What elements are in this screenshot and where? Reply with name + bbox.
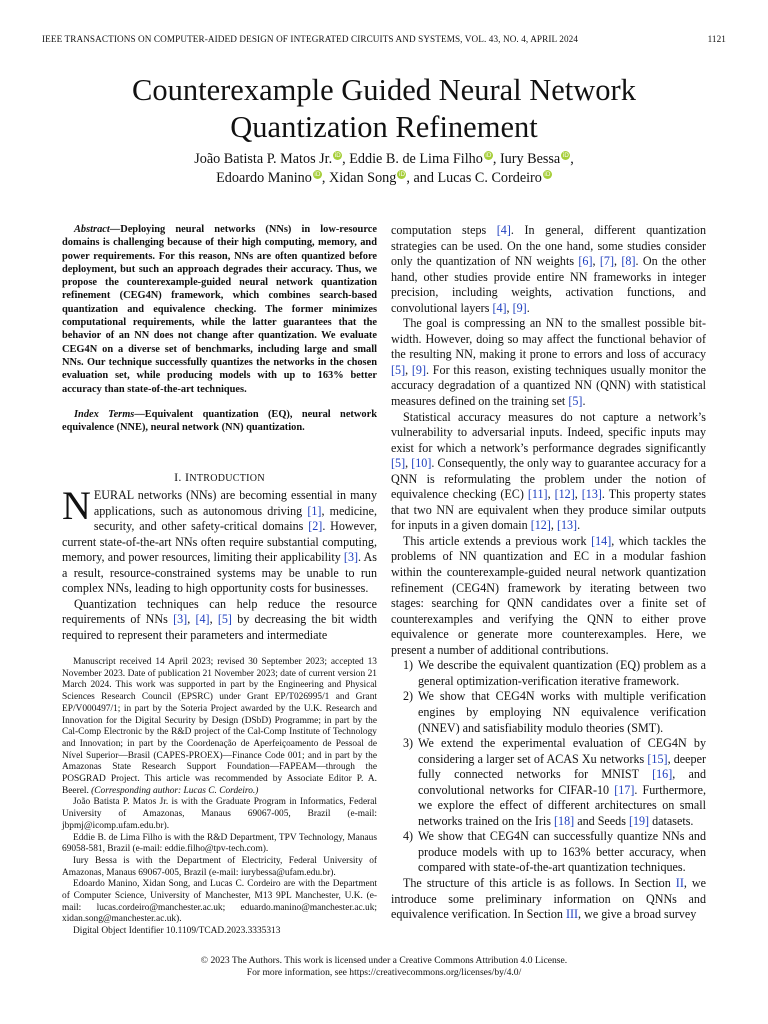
section-title: NTRODUCTION <box>189 473 265 484</box>
orcid-icon[interactable]: iD <box>314 171 321 178</box>
citation-link[interactable]: [5] <box>391 456 406 471</box>
text-run: . <box>577 518 581 533</box>
citation-link[interactable]: [3] <box>173 612 188 627</box>
list-number: 2) <box>403 689 414 704</box>
footnote-text: Iury Bessa is with the Department of Electricity, Federal University of Amazonas, Manaus 69067-005, Brazil (e-mail: iurybessa@ufam.edu.br). <box>62 855 377 878</box>
citation-link[interactable]: [16] <box>652 767 673 782</box>
orcid-icon[interactable]: iD <box>398 171 405 178</box>
index-terms-text: —Equivalent quantization (EQ), neural network equivalence (NNE), neural network (NN) quantization. <box>62 409 377 434</box>
text-run: , we introduce some preliminary information on QNNs and equivalence verification. In Section <box>391 875 706 922</box>
citation-link[interactable]: [13] <box>556 518 578 533</box>
right-column-text: computation steps [4]. In general, different quantization strategies can be used. On the one hand, some studies consider only the quantization of NN weights [6], [7], [8]. On the other hand, other studies provide entire NN frameworks in integer precision, including weights, activation functions, and convolutional layers [4], [9]. The goal is compressing an NN to the smallest possible bit-width. However, doing so may affect the functional behavior of the resulting NN, making it prone to errors and loss of accuracy [5], [9]. For this reason, existing techniques usually monitor the accuracy degradation of a quantized NN (QNN) with statistical measures defined on the training set [5]. Statistical accuracy measures do not capture a network’s vulnerability to adversarial inputs. Indeed, specific inputs may exist for which a network’s performance degrades significantly [5], [10]. Consequently, the only way to guarantee accuracy for a QNN is reformulating the problem under the notion of equivalence checking (EC) [11], [12], [13]. This property states that two NN are equivalent when they produce similar outputs for inputs in a given domain [12], [13]. This article extends a previous work [14], which tackles the problems of NN quantization and EC in a modular fashion within the counterexample-guided neural network quantization refinement (CEG4N) framework by iterating between two stages: searching for QNN candidates over a finite set of counterexamples and verifying the QNN to either prove equivalence or generate more counterexamples. Here, we present a number of additional contributions. 1) We describe the equivalent quantization (EQ) problem as a general optimization-verification iterative framework. 2) We show that CEG4N works with multiple verification engines by employing NN equivalence verification (NNEV) and satisfiability modulo theories (SMT). 3) We extend the experimental evaluation of CEG4N by considering a larger set of ACAS Xu networks [15], deeper fully connected networks for MNIST [16], and convolutional networks for CIFAR-10 [17]. Furthermore, we explore the effect of different architectures on small networks trained on the Iris [18] and Seeds [19] datasets. 4) We show that CEG4N can successfully quantize NNs and produce models with up to 163% better accuracy, when compared with state-of-the-art quantization techniques. The structure of this article is as follows. In Section II, we introduce some preliminary information on QNNs and equivalence verification. In Section III, we give a broad survey <box>391 223 707 922</box>
list-item <box>391 658 706 689</box>
text-run: by decreasing the bit width required to represent their parameters and intermediate <box>62 612 378 642</box>
list-item <box>391 829 706 876</box>
list-text: We describe the equivalent quantization (EQ) problem as a general optimization-verification iterative framework. <box>418 658 706 688</box>
paper-title <box>30 72 738 146</box>
orcid-icon[interactable]: iD <box>334 152 341 159</box>
title-line-1: Counterexample Guided Neural Network <box>132 73 636 107</box>
citation-link[interactable]: [11] <box>527 487 548 502</box>
list-number: 1) <box>403 658 414 673</box>
author-separator: , <box>570 151 574 167</box>
citation-link[interactable]: [5] <box>391 362 406 377</box>
author-name: , Eddie B. de Lima Filho <box>342 151 483 167</box>
text-run: , we give a broad survey <box>578 907 697 922</box>
citation-link[interactable]: [8] <box>621 254 636 269</box>
text-run: . This property states that two NN are equivalent when they produce similar outputs for inputs in a given domain <box>391 487 707 533</box>
orcid-icon[interactable]: iD <box>544 171 551 178</box>
footnote-text: Edoardo Manino, Xidan Song, and Lucas C. Cordeiro are with the Department of Computer Science, University of Manchester, M13 9PL Manchester, U.K. (e-mail: lucas.cordeiro@manchester.ac.uk; eduardo.manino@manchester.ac.uk; xidan.song@manchester.ac.uk). <box>62 879 377 925</box>
citation-link[interactable]: [4] <box>492 300 507 315</box>
text-run: . For this reason, existing techniques usually monitor the accuracy degradation of a quantized NN (QNN) with statistical measures defined on the training set <box>391 362 707 409</box>
author-name: Edoardo Manino <box>216 170 312 186</box>
text-run: The goal is compressing an NN to the smallest possible bit-width. However, doing so may affect the functional behavior of the resulting NN, making it prone to errors and loss of accuracy <box>391 316 706 362</box>
list-text: , and convolutional networks for CIFAR-10 <box>418 767 706 797</box>
footnote-text: Eddie B. de Lima Filho is with the R&D Department, TPV Technology, Manaus 69058-581, Brazil (e-mail: eddie.filho@tpv-tech.com). <box>62 832 377 855</box>
section-heading-introduction <box>62 470 377 485</box>
abstract <box>62 223 377 396</box>
list-number: 3) <box>403 736 414 751</box>
author-name: João Batista P. Matos Jr. <box>194 151 333 167</box>
citation-link[interactable]: [1] <box>307 503 322 518</box>
title-line-2: Quantization Refinement <box>230 110 538 144</box>
doi: Digital Object Identifier 10.1109/TCAD.2023.3335313 <box>73 926 281 937</box>
author-name: , Xidan Song <box>321 170 397 186</box>
license-url: For more information, see https://creativecommons.org/licenses/by/4.0/ <box>246 967 522 978</box>
author-name: , Iury Bessa <box>492 151 561 167</box>
license-line: © 2023 The Authors. This work is licensed under a Creative Commons Attribution 4.0 License. <box>200 955 568 966</box>
text-run: . However, current state-of-the-art NNs often require substantial computing, memory, and power resources, limiting their applicability <box>62 519 378 565</box>
citation-link[interactable]: [15] <box>647 751 668 766</box>
citation-link[interactable]: [4] <box>195 612 210 627</box>
citation-link[interactable]: [5] <box>568 394 583 409</box>
citation-link[interactable]: [4] <box>496 223 511 237</box>
abstract-label: Abstract <box>74 224 110 235</box>
citation-link[interactable]: [12] <box>530 518 551 533</box>
abstract-text: —Deploying neural networks (NNs) in low-resource domains is challenging because of their high computing, memory, and power requirements. For this reason, NNs are often quantized before deployment, but such an approach degrades their accuracy. Thus, we propose the counterexample-guided neural network quantization refinement (CEG4N) framework, which combines search-based quantization and equivalence checking. The former minimizes computational requirements, while the latter guarantees that the behavior of an NN does not change after quantization. We evaluate CEG4N on a diverse set of benchmarks, including large and small NNs. Our technique successfully quantizes the networks in the chosen evaluation set, while producing models with up to 163% better accuracy than state-of-the-art techniques. <box>62 224 377 395</box>
citation-link[interactable]: [7] <box>599 254 614 269</box>
footnotes <box>62 657 377 938</box>
citation-link[interactable]: [2] <box>308 519 323 534</box>
journal-name: IEEE TRANSACTIONS ON COMPUTER-AIDED DESIGN OF INTEGRATED CIRCUITS AND SYSTEMS, VOL. 43, NO. 4, APRIL 2024 <box>42 34 579 44</box>
list-text: and Seeds <box>574 813 629 828</box>
index-terms <box>62 408 377 435</box>
text-run: The structure of this article is as follows. In Section <box>403 875 676 890</box>
orcid-icon[interactable]: iD <box>562 152 569 159</box>
citation-link[interactable]: [18] <box>554 813 575 828</box>
contribution-list <box>391 658 706 876</box>
author-list <box>60 150 708 188</box>
citation-link[interactable]: [6] <box>578 254 593 269</box>
citation-link[interactable]: [17] <box>614 782 635 797</box>
footnote-text: Manuscript received 14 April 2023; revised 30 September 2023; accepted 13 November 2023. Date of publication 21 November 2023; date of current version 21 March 2024. This work was supported in part by the Engineering and Physical Sciences Research Council (EPSRC) under Grant EP/T026995/1 and Grant EP/V000497/1; in part by the Soteria Project awarded by the U.K. Research and Innovation for the Digital Security by Design (DSbD) Programme; in part by the Cal-Comp Electronic by the R&D project of the Cal-Comp Institute of Technology and Innovation; in part by the Coordenação de Aperfeiçoamento de Pessoal de Nível Superior—Brasil (CAPES-PROEX)—Finance Code 001; and in part by the Amazonas State Research Support Foundation—FAPEAM—through the POSGRAD Project. This article was recommended by Associate Editor P. A. Beerel. <box>62 657 377 796</box>
text-run: , which tackles the problems of NN quantization and EC in a modular fashion within the counterexample-guided neural network quantization refinement (CEG4N) framework by iterating between two stages: searching for QNN candidates over a finite set of counterexamples and verifying the QNN to either prove equivalence or generate more counterexamples. Here, we present a number of additional contributions. <box>391 533 706 657</box>
list-text: We show that CEG4N works with multiple verification engines by employing NN equivalence verification (NNEV) and satisfiability modulo theories (SMT). <box>418 689 706 735</box>
list-text: datasets. <box>649 813 694 828</box>
text-run: , medicine, security, and other safety-critical domains <box>93 503 377 534</box>
list-number: 4) <box>403 829 414 844</box>
corresponding-author: (Corresponding author: Lucas C. Cordeiro.) <box>91 785 259 796</box>
drop-cap: N <box>62 483 91 528</box>
text-run: computation steps <box>391 223 497 237</box>
text-run: . As a result, resource-constrained systems may be unable to run complex NNs, leading to high opportunity costs for businesses. <box>62 550 377 596</box>
citation-link[interactable]: [19] <box>628 813 650 828</box>
citation-link[interactable]: [13] <box>581 487 602 502</box>
list-text: We show that CEG4N can successfully quantize NNs and produce models with up to 163% better accuracy, when compared with state-of-the-art quantization techniques. <box>418 829 706 875</box>
citation-link[interactable]: [12] <box>554 487 575 502</box>
text-run: . Consequently, the only way to guarantee accuracy for a QNN is reformulating the problem under the notion of equivalence checking (EC) <box>391 456 706 502</box>
section-number: I. I <box>174 470 190 484</box>
index-terms-label: Index Terms <box>74 409 135 420</box>
text-run: Quantization techniques can help reduce the resource requirements of NNs <box>62 596 377 627</box>
text-run: . In general, different quantization strategies can be used. On the one hand, some studies consider only the quantization of NN weights <box>391 223 706 269</box>
page-number: 1121 <box>707 34 726 44</box>
text-run: EURAL networks (NNs) are becoming essential in many applications, such as autonomous driving <box>93 488 377 518</box>
text-run: . On the other hand, other studies provide entire NN frameworks in integer precision, including weights, activation functions, and convolutional layers <box>391 254 707 315</box>
license-notice <box>42 955 726 979</box>
citation-link[interactable]: [5] <box>217 612 232 627</box>
section-link[interactable]: III <box>565 907 579 922</box>
orcid-icon[interactable]: iD <box>485 152 492 159</box>
footnote-text: João Batista P. Matos Jr. is with the Graduate Program in Informatics, Federal University of Amazonas, Manaus 69067-005, Brazil (e-mail: jbpmj@icomp.ufam.edu.br). <box>62 797 377 831</box>
list-text: , deeper fully connected networks for MNIST <box>418 751 706 782</box>
citation-link[interactable]: [10] <box>411 456 432 471</box>
section-link[interactable]: II <box>675 875 684 890</box>
list-text: We extend the experimental evaluation of CEG4N by considering a larger set of ACAS Xu networks <box>418 736 706 766</box>
list-text: . Furthermore, we explore the effect of different architectures on small networks trained on the Iris <box>418 782 706 828</box>
text-run: . <box>526 300 530 315</box>
citation-link[interactable]: [14] <box>591 533 612 548</box>
text-run: Statistical accuracy measures do not capture a network’s vulnerability to adversarial inputs. Indeed, specific inputs may exist for which a network’s performance degrades significantly <box>391 409 706 455</box>
introduction-text: NEURAL networks (NNs) are becoming essential in many applications, such as autonomous driving [1], medicine, security, and other safety-critical domains [2]. However, current state-of-the-art NNs often require substantial computing, memory, and power resources, limiting their applicability [3]. As a result, resource-constrained systems may be unable to run complex NNs, leading to high opportunity costs for businesses. Quantization techniques can help reduce the resource requirements of NNs [3], [4], [5] by decreasing the bit width required to represent their parameters and intermediate <box>62 483 378 642</box>
author-name: , and Lucas C. Cordeiro <box>406 170 542 186</box>
citation-link[interactable]: [9] <box>512 300 527 315</box>
list-item <box>391 736 706 829</box>
text-run: . <box>582 394 586 409</box>
text-run: This article extends a previous work <box>403 533 592 548</box>
citation-link[interactable]: [3] <box>343 550 359 565</box>
running-header <box>42 34 726 48</box>
list-item <box>391 689 706 736</box>
citation-link[interactable]: [9] <box>411 362 427 377</box>
